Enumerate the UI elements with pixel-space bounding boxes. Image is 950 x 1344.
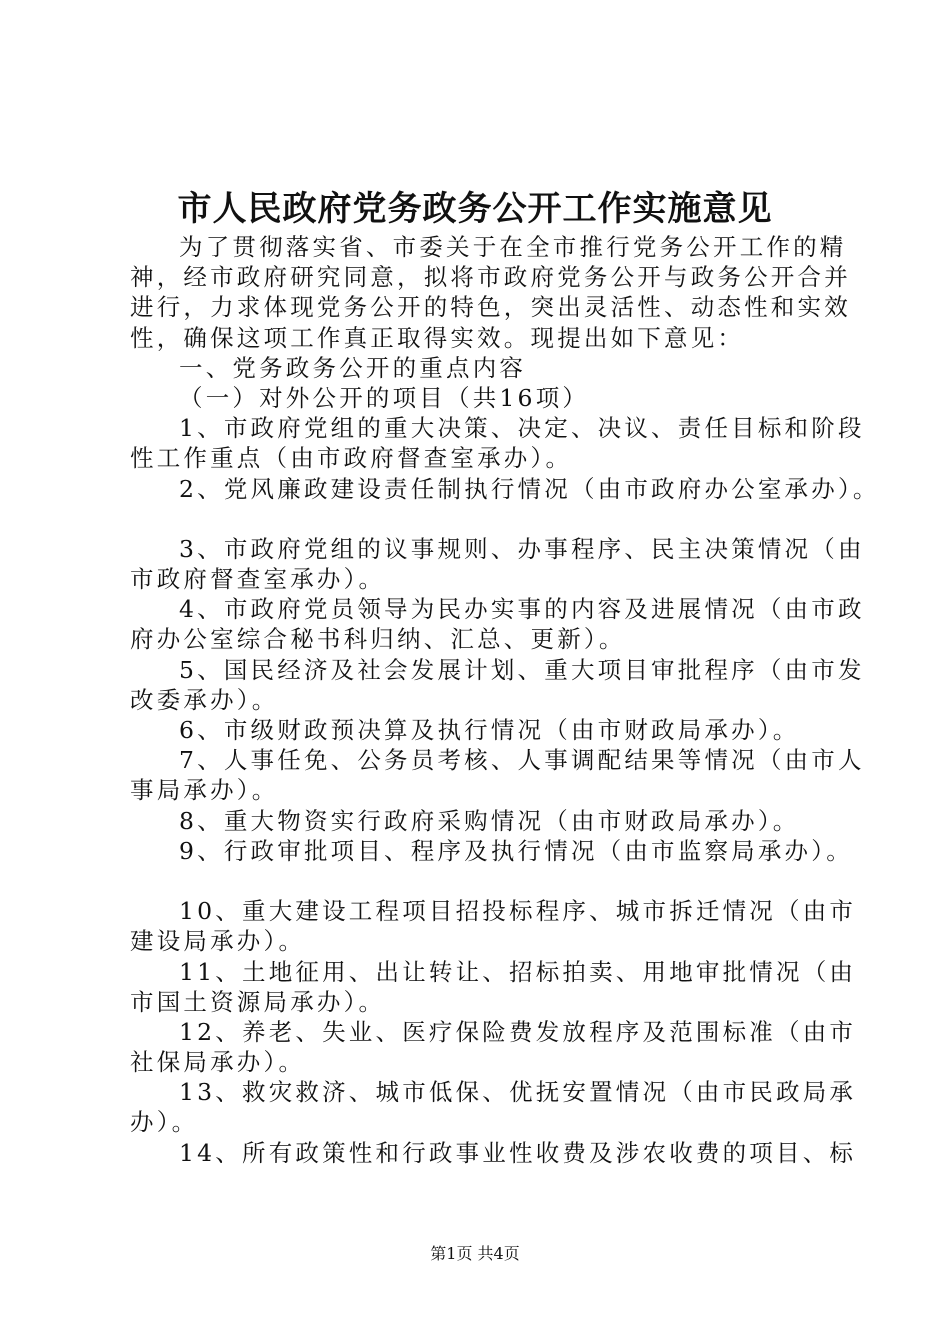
paragraph-line bbox=[130, 866, 830, 896]
paragraph-line bbox=[130, 504, 830, 534]
paragraph-line: 13、救灾救济、城市低保、优抚安置情况（由市民政局承 bbox=[179, 1078, 857, 1107]
paragraph-line: 2、党风廉政建设责任制执行情况（由市政府办公室承办）。 bbox=[179, 474, 880, 503]
paragraph-line: 3、市政府党组的议事规则、办事程序、民主决策情况（由 bbox=[179, 534, 865, 563]
paragraph-line: 市国土资源局承办）。 bbox=[130, 987, 386, 1016]
document-body bbox=[130, 232, 880, 1168]
paragraph-line: 建设局承办）。 bbox=[130, 927, 306, 956]
document-title: 市人民政府党务政务公开工作实施意见 bbox=[177, 189, 773, 229]
paragraph-line: 进行，力求体现党务公开的特色，突出灵活性、动态性和实效 bbox=[130, 293, 851, 322]
paragraph-line: 7、人事任免、公务员考核、人事调配结果等情况（由市人 bbox=[179, 746, 865, 775]
paragraph-line: 社保局承办）。 bbox=[130, 1048, 306, 1077]
paragraph-line: 1、市政府党组的重大决策、决定、决议、责任目标和阶段 bbox=[179, 414, 865, 443]
paragraph-line: 4、市政府党员领导为民办实事的内容及进展情况（由市政 bbox=[179, 595, 865, 624]
paragraph-line: 事局承办）。 bbox=[130, 776, 279, 805]
paragraph-line: 市政府督查室承办）。 bbox=[130, 565, 386, 594]
paragraph-line: 性，确保这项工作真正取得实效。现提出如下意见： bbox=[130, 323, 745, 352]
paragraph-line: 8、重大物资实行政府采购情况（由市财政局承办）。 bbox=[179, 806, 800, 835]
paragraph-line: 办）。 bbox=[130, 1108, 199, 1137]
paragraph-line: 性工作重点（由市政府督查室承办）。 bbox=[130, 444, 573, 473]
paragraph-line: 10、重大建设工程项目招投标程序、城市拆迁情况（由市 bbox=[179, 897, 857, 926]
paragraph-line: （一）对外公开的项目（共16项） bbox=[179, 383, 590, 412]
paragraph-line: 12、养老、失业、医疗保险费发放程序及范围标准（由市 bbox=[179, 1017, 857, 1046]
paragraph-line: 府办公室综合秘书科归纳、汇总、更新）。 bbox=[130, 625, 626, 654]
paragraph-line: 6、市级财政预决算及执行情况（由市财政局承办）。 bbox=[179, 716, 800, 744]
paragraph-line: 11、土地征用、出让转让、招标拍卖、用地审批情况（由 bbox=[179, 957, 857, 986]
paragraph-line: 改委承办）。 bbox=[130, 685, 279, 714]
paragraph-line: 为了贯彻落实省、市委关于在全市推行党务公开工作的精 bbox=[179, 233, 847, 261]
paragraph-line: 神，经市政府研究同意，拟将市政府党务公开与政务公开合并 bbox=[130, 263, 851, 292]
paragraph-line: 5、国民经济及社会发展计划、重大项目审批程序（由市发 bbox=[179, 655, 865, 684]
paragraph-line: 一、党务政务公开的重点内容 bbox=[179, 353, 527, 382]
page-footer: 第1页 共4页 bbox=[430, 1244, 520, 1263]
paragraph-line: 9、行政审批项目、程序及执行情况（由市监察局承办）。 bbox=[179, 836, 853, 865]
paragraph-line: 14、所有政策性和行政事业性收费及涉农收费的项目、标 bbox=[179, 1138, 857, 1167]
